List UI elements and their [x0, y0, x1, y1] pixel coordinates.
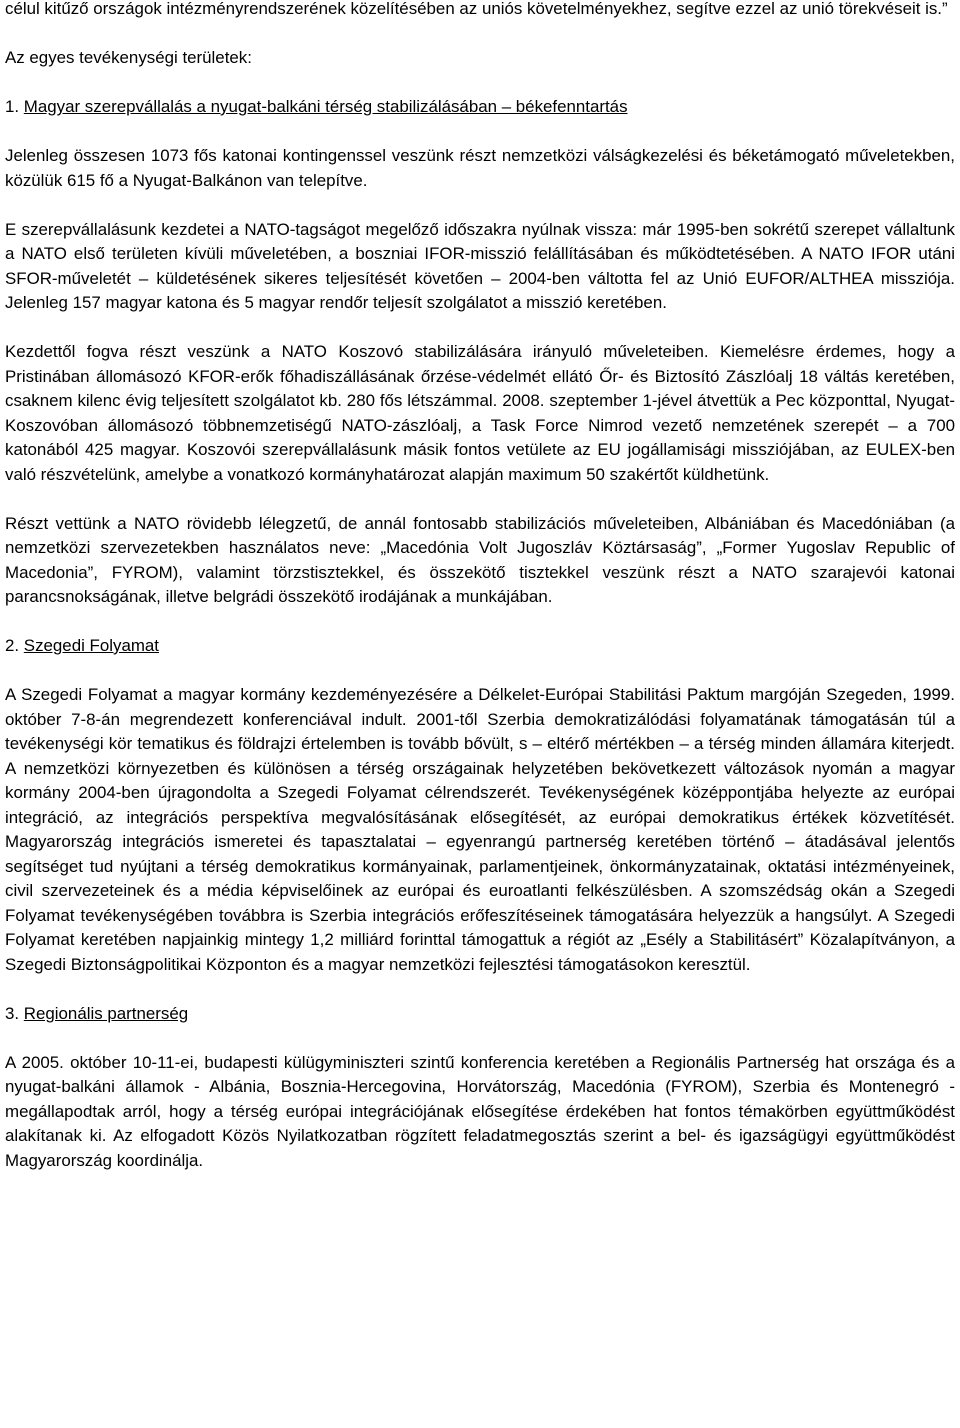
- section-1-paragraph-1: Jelenleg összesen 1073 fős katonai kontingenssel veszünk részt nemzetközi válságkezelési és béketámogató műveletekben, közülük 615 fő a Nyugat-Balkánon van telepítve.: [5, 146, 955, 190]
- section-1-paragraph-4: Részt vettünk a NATO rövidebb lélegzetű, de annál fontosabb stabilizációs műveleteiben, Albániában és Macedóniában (a nemzetközi szervezetekben használatos neve: „Macedónia Volt Jugoszláv Köztársaság”, „Former Yugoslav Republic of Macedonia”, FYROM), valamint törzstisztekkel, és összekötő tisztekkel veszünk részt a NATO szarajevói katonai parancsnokságának, illetve belgrádi összekötő irodájának a munkájában.: [5, 513, 955, 606]
- section-2-number: 2.: [5, 636, 20, 655]
- section-2-heading: [5, 634, 955, 659]
- section-1-number: 1.: [5, 97, 20, 116]
- areas-heading: Az egyes tevékenységi területek:: [5, 48, 252, 67]
- intro-continuation: célul kitűző országok intézményrendszerének közelítésében az uniós követelményekhez, segítve ezzel az unió törekvéseit is.”: [5, 0, 948, 18]
- section-2-title: Szegedi Folyamat: [23, 636, 159, 655]
- section-1-paragraph-2: E szerepvállalásunk kezdetei a NATO-tagságot megelőző időszakra nyúlnak vissza: már 1995-ben sokrétű szerepet vállaltunk a NATO első területen kívüli műveletében, a boszniai IFOR-misszió felállításában és működtetésében. A NATO IFOR utáni SFOR-műveletét – küldetésének sikeres teljesítését követően – 2004-ben váltotta fel az Unió EUFOR/ALTHEA missziója. Jelenleg 157 magyar katona és 5 magyar rendőr teljesít szolgálatot a misszió keretében.: [5, 219, 955, 312]
- section-3-title: Regionális partnerség: [23, 1003, 189, 1023]
- section-1-paragraph-3: Kezdettől fogva részt veszünk a NATO Koszovó stabilizálására irányuló műveleteiben. Kiemelésre érdemes, hogy a Pristinában állomásozó KFOR-erők főhadiszállásának őrzése-védelmét ellátó Őr- és Biztosító Zászlóalj 18 váltás keretében, csaknem kilenc évig teljesített szolgálatot kb. 280 fős létszámmal. 2008. szeptember 1-jével átvettük a Pec központtal, Nyugat-Koszovóban állomásozó többnemzetiségű NATO-zászlóalj, a Task Force Nimrod vezető nemzetének szerepét – a 700 katonából 425 magyar. Koszovói szerepvállalásunk másik fontos vetülete az EU jogállamisági missziójában, az EULEX-ben való részvételünk, amelybe a vonatkozó kormányhatározat alapján maximum 50 szakértőt küldhetünk.: [5, 342, 955, 484]
- section-1-title: Magyar szerepvállalás a nyugat-balkáni térség stabilizálásában – békefenntartás: [23, 97, 628, 116]
- document-page: [5, 0, 955, 1173]
- section-3-number: 3.: [5, 1003, 20, 1023]
- section-3-heading: [5, 1002, 955, 1027]
- section-1-heading: [5, 95, 955, 120]
- section-3-paragraph-1: A 2005. október 10-11-ei, budapesti külügyminiszteri szintű konferencia keretében a Regionális Partnerség hat országa és a nyugat-balkáni államok - Albánia, Bosznia-Hercegovina, Horvátország, Macedónia (FYROM), Szerbia és Montenegró - megállapodtak arról, hogy a térség európai integrációjának elősegítése érdekében hat fontos témakörben együttműködést alakítanak ki. Az elfogadott Közös Nyilatkozatban rögzített feladatmegosztás szerint a bel- és igazságügyi együttműködést Magyarország koordinálja.: [5, 1052, 955, 1170]
- section-2-paragraph-1: A Szegedi Folyamat a magyar kormány kezdeményezésére a Délkelet-Európai Stabilitási Paktum margóján Szegeden, 1999. október 7-8-án megrendezett konferenciával indult. 2001-től Szerbia demokratizálódási folyamatának támogatásán túl a tevékenységi kör tematikus és földrajzi értelemben is tovább bővült, s – eltérő mértékben – a térség minden államára kiterjedt. A nemzetközi környezetben és különösen a térség országainak helyzetében bekövetkezett változások nyomán a magyar kormány 2004-ben újragondolta a Szegedi Folyamat célrendszerét. Tevékenységének középpontjába helyezte az európai integráció, az integrációs perspektíva megvalósításának elősegítését, az európai demokratikus értékek közvetítését. Magyarország integrációs ismeretei és tapasztalatai – egyenrangú partnerség keretében történő – átadásával jelentős segítséget tud nyújtani a térség demokratikus kormányainak, parlamentjeinek, önkormányzatainak, oktatási intézményeinek, civil szervezeteinek és a média képviselőinek az európai és euroatlanti felkészülésben. A szomszédság okán a Szegedi Folyamat tevékenységében továbbra is Szerbia integrációs erőfeszítéseinek támogatására helyezzük a hangsúlyt. A Szegedi Folyamat keretében napjainkig mintegy 1,2 milliárd forinttal támogattuk a régiót az „Esély a Stabilitásért” Közalapítványon, a Szegedi Biztonságpolitikai Központon és a magyar nemzetközi fejlesztési támogatásokon keresztül.: [5, 685, 955, 974]
